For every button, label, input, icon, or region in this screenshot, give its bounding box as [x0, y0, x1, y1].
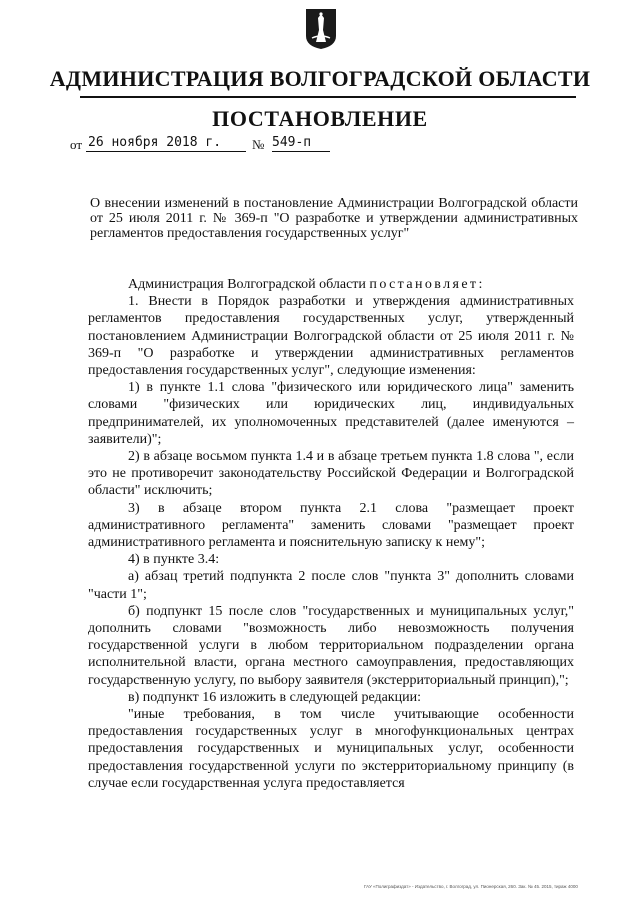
body-paragraph: 4) в пункте 3.4:: [128, 552, 220, 568]
body-paragraph: а) абзац третий подпункта 2 после слов "пункта 3" дополнить словами "части 1";: [88, 569, 574, 602]
number-label: №: [252, 137, 265, 152]
coat-of-arms-emblem: [304, 8, 338, 50]
body-paragraph: 2) в абзаце восьмом пункта 1.4 и в абзаце третьем пункта 1.8 слова ", если это не противоречит законодательству Российской Федерации и Волгоградской области" исключить;: [88, 449, 574, 499]
document-number: 549-п: [272, 135, 330, 152]
intro-verb: постановляет:: [369, 277, 485, 292]
body-paragraph: в) подпункт 16 изложить в следующей редакции:: [128, 689, 421, 705]
document-date: 26 ноября 2018 г.: [86, 135, 246, 152]
document-body: [88, 276, 574, 792]
intro-text: Администрация Волгоградской области: [128, 277, 370, 292]
body-paragraph: 1) в пункте 1.1 слова "физического или юридического лица" заменить словами "физических или юридических лиц, индивидуальных предпринимателей, их уполномоченных представителей (далее именуются – заявители)";: [88, 380, 574, 447]
body-paragraph: 1. Внести в Порядок разработки и утверждения административных регламентов предоставления государственных услуг, утвержденный постановлением Администрации Волгоградской области от 25 июля 2011 г. № 369-п "О разработке и утверждении административных регламентов предоставления государственных услуг", следующие изменения:: [88, 294, 574, 379]
document-type-title: ПОСТАНОВЛЕНИЕ: [212, 106, 428, 131]
header-divider: [80, 96, 576, 98]
organization-title: АДМИНИСТРАЦИЯ ВОЛГОГРАДСКОЙ ОБЛАСТИ: [49, 66, 591, 91]
body-paragraph: 3) в абзаце втором пункта 2.1 слова "размещает проект административного регламента" заменить словами "размещает проект административного регламента и пояснительную записку к нему";: [88, 500, 574, 551]
date-prefix-label: от: [70, 137, 83, 152]
document-subject: О внесении изменений в постановление Администрации Волгоградской области от 25 июля 2011 г. № 369-п "О разработке и утверждении административных регламентов предоставления государственных услуг": [90, 196, 578, 241]
intro-paragraph: [88, 276, 574, 293]
body-paragraph: "иные требования, в том числе учитывающие особенности предоставления государственных услуг в многофункциональных центрах предоставления государственных и муниципальных услуг, особенности предоставления государственной услуги по экстерриториальному принципу (в случае если государственная услуга предоставляется: [88, 707, 574, 791]
print-imprint: ГАУ «Полиграфиздат» - Издательство, г. Волгоград, ул. Пионерская, 260. Зак. № 45. 2015, тираж 4000: [364, 884, 578, 889]
body-paragraph: б) подпункт 15 после слов "государственных и муниципальных услуг," дополнить словами "возможность либо невозможность получения государственной услуги в любом территориальном подразделении органа исполнительной власти, органа местного самоуправления, предоставляющих государственную услугу, по выбору заявителя (экстерриториальный принцип),";: [88, 603, 574, 688]
